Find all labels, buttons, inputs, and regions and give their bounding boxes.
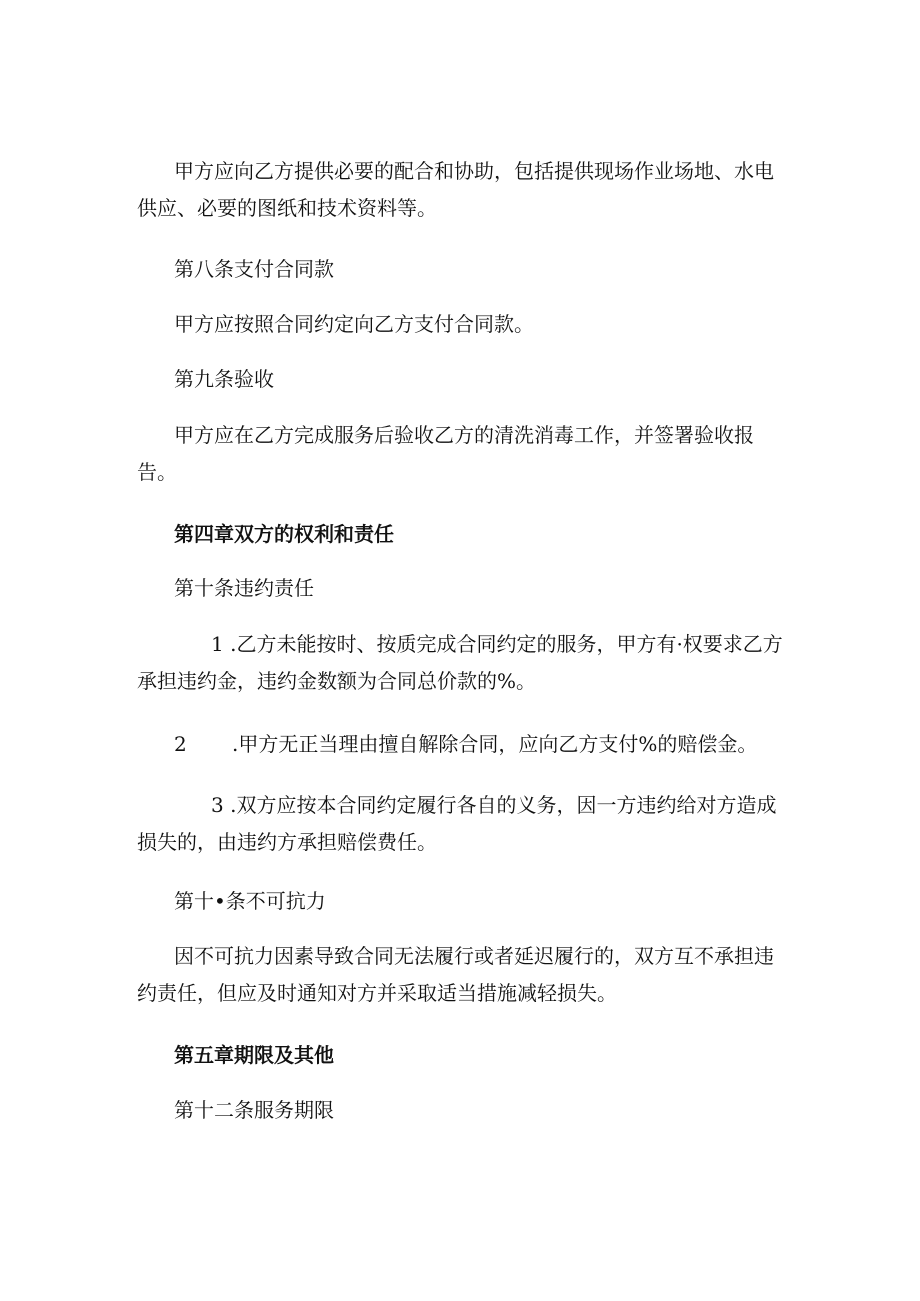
clause-1 [137,626,787,700]
clause-text: .乙方未能按时、按质完成合同约定的服务，甲方有·权要求乙方承担违约金，违约金数额为合同总价款的%。 [137,632,783,693]
paragraph-cooperation: 甲方应向乙方提供必要的配合和协助，包括提供现场作业场地、水电供应、必要的图纸和技术资料等。 [137,159,774,220]
chapter-4-heading: 第四章双方的权利和责任 [174,522,394,546]
article-9-title: 第九条验收 [174,367,274,391]
paragraph-acceptance: 甲方应在乙方完成服务后验收乙方的清洗消毒工作，并签署验收报告。 [137,423,754,484]
article-12-title: 第十二条服务期限 [174,1098,334,1122]
article-11-title: 第十•条不可抗力 [174,889,326,913]
clause-text: .双方应按本合同约定履行各自的义务，因一方违约给对方造成损失的，由违约方承担赔偿费任。 [137,793,777,854]
chapter-5-heading: 第五章期限及其他 [174,1043,334,1067]
clause-2 [174,726,786,763]
clause-number: 2 [174,732,187,756]
clause-text: .甲方无正当理由擅自解除合同，应向乙方支付%的赔偿金。 [232,732,758,756]
clause-number: 1 [211,632,224,656]
paragraph-force-majeure: 因不可抗力因素导致合同无法履行或者延迟履行的，双方互不承担违约责任，但应及时通知对方并采取适当措施减轻损失。 [137,944,774,1005]
clause-3 [137,787,787,861]
paragraph-payment: 甲方应按照合同约定向乙方支付合同款。 [174,312,534,336]
article-10-title: 第十条违约责任 [174,576,314,600]
article-8-title: 第八条支付合同款 [174,257,334,281]
clause-number: 3 [211,793,224,817]
